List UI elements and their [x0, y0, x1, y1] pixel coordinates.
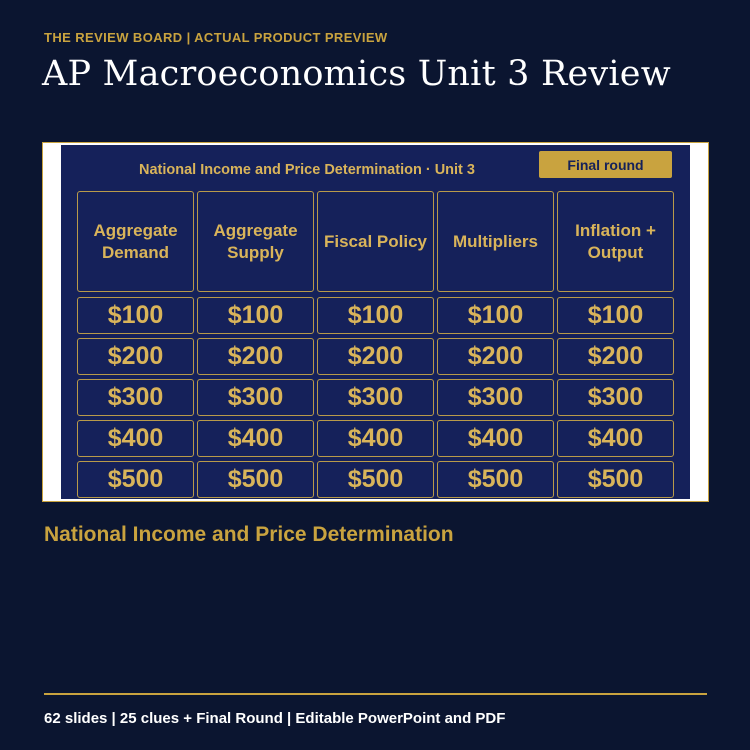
clue-cell[interactable]: $300	[197, 379, 314, 416]
section-subheading: National Income and Price Determination	[44, 523, 454, 546]
clue-cell[interactable]: $400	[77, 420, 194, 457]
page-title: AP Macroeconomics Unit 3 Review	[42, 54, 671, 94]
clue-cell[interactable]: $300	[437, 379, 554, 416]
category-header: Fiscal Policy	[317, 191, 434, 292]
clue-cell[interactable]: $100	[197, 297, 314, 334]
clue-cell[interactable]: $200	[317, 338, 434, 375]
eyebrow-label: THE REVIEW BOARD | ACTUAL PRODUCT PREVIEW	[44, 30, 388, 45]
clue-cell[interactable]: $200	[197, 338, 314, 375]
board-preview-frame	[42, 142, 709, 502]
clue-cell[interactable]: $400	[437, 420, 554, 457]
divider	[44, 693, 707, 695]
final-round-button[interactable]: Final round	[539, 151, 672, 178]
category-header: Inflation + Output	[557, 191, 674, 292]
clue-cell[interactable]: $300	[77, 379, 194, 416]
clue-cell[interactable]: $400	[197, 420, 314, 457]
clue-cell[interactable]: $100	[317, 297, 434, 334]
clue-cell[interactable]: $500	[557, 461, 674, 498]
clue-cell[interactable]: $100	[437, 297, 554, 334]
clue-cell[interactable]: $100	[77, 297, 194, 334]
clue-cell[interactable]: $500	[437, 461, 554, 498]
clue-cell[interactable]: $100	[557, 297, 674, 334]
footer-info: 62 slides | 25 clues + Final Round | Editable PowerPoint and PDF	[44, 710, 506, 727]
clue-cell[interactable]: $200	[77, 338, 194, 375]
category-header: Aggregate Supply	[197, 191, 314, 292]
category-header: Aggregate Demand	[77, 191, 194, 292]
board-subtitle: National Income and Price Determination · Unit 3	[139, 162, 475, 178]
clue-cell[interactable]: $300	[317, 379, 434, 416]
clue-cell[interactable]: $500	[317, 461, 434, 498]
game-board	[61, 145, 690, 499]
category-header: Multipliers	[437, 191, 554, 292]
clue-cell[interactable]: $400	[557, 420, 674, 457]
clue-cell[interactable]: $500	[77, 461, 194, 498]
clue-cell[interactable]: $400	[317, 420, 434, 457]
clue-cell[interactable]: $200	[557, 338, 674, 375]
clue-cell[interactable]: $300	[557, 379, 674, 416]
clue-cell[interactable]: $500	[197, 461, 314, 498]
clue-cell[interactable]: $200	[437, 338, 554, 375]
